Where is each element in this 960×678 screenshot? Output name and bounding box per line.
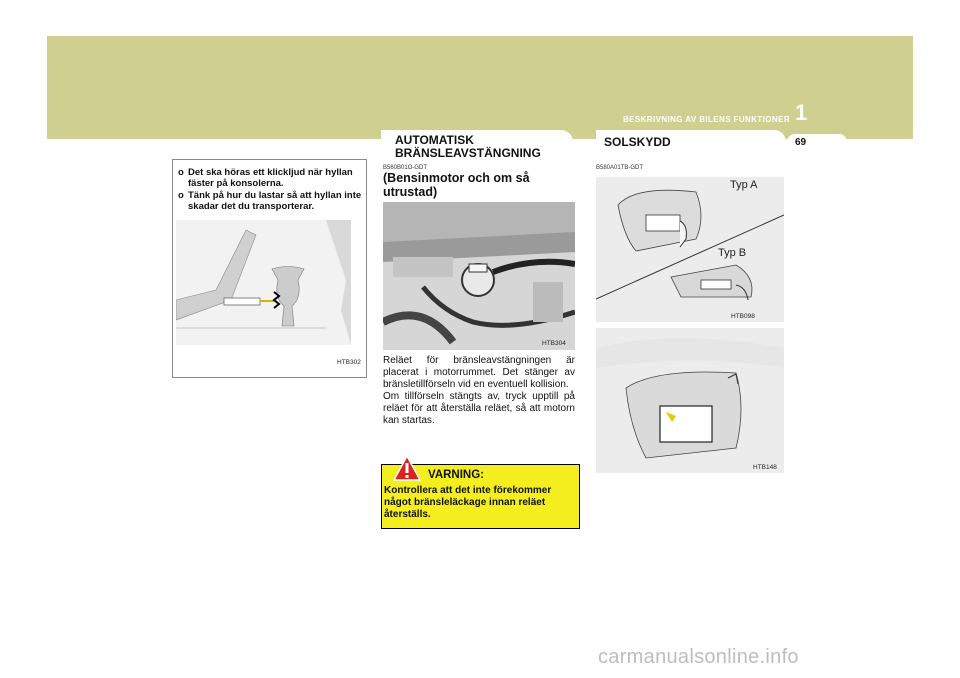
section-title-fuel-cutoff: AUTOMATISK BRÄNSLEAVSTÄNGNING (395, 133, 541, 160)
image-code-htb302: HTB302 (337, 359, 361, 366)
bullet-text: Det ska höras ett klickljud när hyllan fäster på konsolerna. (188, 167, 353, 189)
section-title-sunvisor: SOLSKYDD (604, 135, 671, 149)
bullet-item (178, 167, 363, 189)
chapter-title: BESKRIVNING AV BILENS FUNKTIONER (622, 115, 790, 124)
warning-triangle-icon (393, 455, 421, 486)
label-typ-a: Typ A (730, 179, 758, 191)
section-code: B560B01O-GDT (383, 165, 428, 171)
sub-heading: (Bensinmotor och om så utrustad) (383, 171, 530, 199)
bullet-item (178, 190, 363, 212)
section-code: B580A01TB-GDT (596, 165, 644, 171)
paragraph: Reläet för bränsleavstängningen är placerat i motorrummet. Det stänger av bränsletillförseln vid en eventuell kollision. (383, 355, 575, 390)
image-code-htb148: HTB148 (753, 464, 777, 471)
warning-text: Kontrollera att det inte förekommer något bränsleläckage innan reläet återställs. (384, 485, 552, 520)
image-code-htb098: HTB098 (731, 313, 755, 320)
bullet-text: Tänk på hur du lastar så att hyllan inte skadar det du transporterar. (188, 190, 362, 212)
bullet-marker: o (178, 190, 184, 201)
sunvisor-mirror-illustration (596, 328, 784, 473)
bullet-marker: o (178, 167, 184, 178)
sunvisor-types-illustration (596, 177, 784, 322)
paragraph: Om tillförseln stängts av, tryck upptill på reläet för att återställa reläet, så att motorn kan startas. (383, 391, 575, 426)
label-typ-b: Typ B (718, 247, 747, 259)
warning-title: VARNING: (428, 469, 485, 481)
engine-bay-photo (383, 202, 575, 350)
shelf-illustration (176, 220, 351, 345)
image-code-htb304: HTB304 (542, 340, 566, 347)
page-number: 69 (795, 137, 807, 148)
body-text (383, 355, 575, 427)
chapter-number: 1 (795, 100, 808, 125)
watermark: carmanualsonline.info (598, 646, 799, 668)
